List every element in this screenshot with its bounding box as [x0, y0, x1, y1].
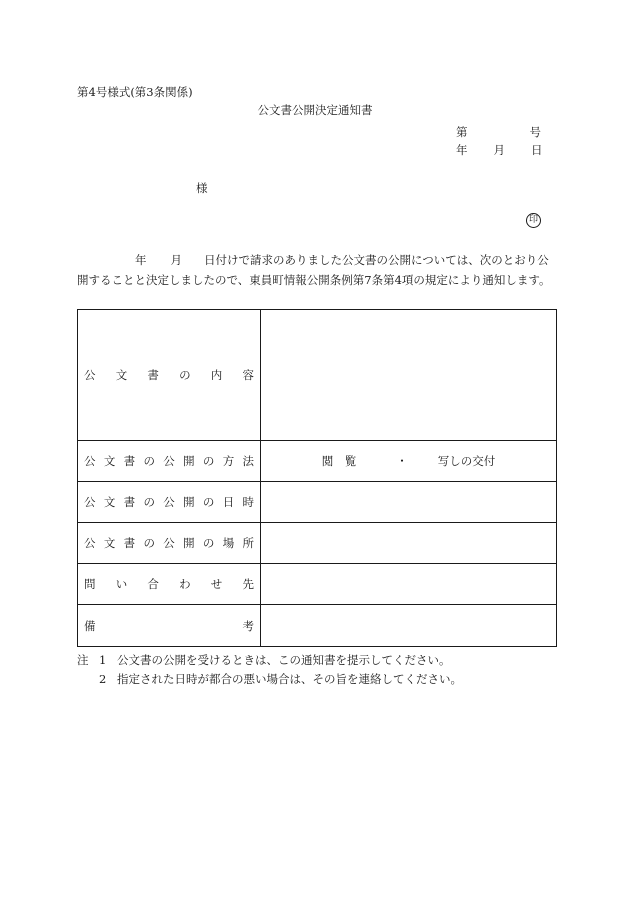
label-char: 書	[123, 495, 136, 509]
table-row	[78, 605, 557, 647]
label-char: 場	[222, 536, 235, 550]
label-char: 文	[103, 536, 116, 550]
label-char: の	[179, 368, 191, 382]
label-char: 内	[210, 368, 223, 382]
label-char: 備	[84, 618, 96, 633]
label-char: 合	[147, 577, 159, 591]
label-char: の	[202, 536, 215, 550]
note-line	[77, 651, 462, 670]
method-option-copy: 写しの交付	[437, 454, 496, 468]
row-value-content	[261, 310, 557, 441]
date-year: 年	[456, 143, 468, 157]
table-row	[78, 564, 557, 605]
date-day: 日	[531, 143, 543, 157]
row-value-remarks	[261, 605, 557, 647]
row-label-remarks	[78, 605, 261, 647]
seal-mark: 印	[526, 213, 541, 228]
reference-go: 号	[529, 125, 541, 139]
label-char: わ	[179, 577, 191, 591]
label-char: 開	[183, 454, 195, 468]
row-label-place	[78, 523, 261, 564]
addressee-suffix: 様	[196, 181, 208, 195]
label-char: 公	[84, 536, 96, 550]
label-char: 法	[242, 454, 254, 468]
note-line	[77, 670, 462, 689]
document-title: 公文書公開決定通知書	[257, 103, 373, 117]
row-value-method	[261, 441, 557, 482]
label-char: 書	[123, 536, 136, 550]
label-char: せ	[210, 577, 223, 591]
label-char: の	[202, 495, 215, 509]
body-year: 年	[135, 253, 147, 267]
label-char: 公	[163, 536, 175, 550]
table-row	[78, 523, 557, 564]
row-label-method	[78, 441, 261, 482]
reference-dai: 第	[456, 125, 468, 139]
body-text: 日付けで請求のありました公文書の公開については、次のとおり公開することと決定しましたので、東員町情報公開条例第7条第4項の規定により通知します。	[77, 253, 551, 287]
note-prefix: 注	[77, 653, 89, 667]
label-char: の	[143, 495, 155, 509]
notes	[77, 651, 462, 689]
note-number: 1	[99, 653, 107, 667]
label-char: 開	[183, 495, 195, 509]
form-number: 第4号様式(第3条関係)	[77, 85, 193, 99]
label-char: 書	[147, 368, 159, 382]
label-char: 公	[84, 368, 96, 382]
label-char: の	[143, 536, 155, 550]
label-char: の	[202, 454, 215, 468]
row-value-datetime	[261, 482, 557, 523]
row-label-contact	[78, 564, 261, 605]
label-char: 公	[163, 454, 175, 468]
label-char: 文	[103, 495, 116, 509]
label-char: 公	[84, 454, 96, 468]
table-row	[78, 482, 557, 523]
method-separator: ・	[396, 454, 408, 468]
label-char: 時	[242, 495, 254, 509]
note-text: 公文書の公開を受けるときは、この通知書を提示してください。	[117, 653, 451, 667]
row-label-content	[78, 310, 261, 441]
reference-number	[456, 124, 541, 140]
issue-date	[456, 142, 543, 158]
body-month: 月	[170, 253, 182, 267]
label-char: 問	[84, 577, 96, 591]
label-char: 書	[123, 454, 136, 468]
table-row	[78, 441, 557, 482]
note-text: 指定された日時が都合の悪い場合は、その旨を連絡してください。	[117, 672, 462, 686]
label-char: い	[115, 577, 128, 591]
method-option-view: 閲 覧	[321, 454, 357, 468]
label-char: 公	[84, 495, 96, 509]
label-char: 開	[183, 536, 195, 550]
row-value-place	[261, 523, 557, 564]
table-row	[78, 310, 557, 441]
label-char: 公	[163, 495, 175, 509]
label-char: 文	[115, 368, 128, 382]
body-paragraph	[77, 250, 557, 290]
label-char: 日	[222, 495, 235, 509]
row-value-contact	[261, 564, 557, 605]
label-char: 容	[242, 368, 254, 382]
label-char: 先	[242, 577, 254, 591]
info-table	[77, 309, 557, 647]
note-number: 2	[99, 672, 107, 686]
label-char: 考	[242, 618, 254, 633]
row-label-datetime	[78, 482, 261, 523]
label-char: 方	[222, 454, 235, 468]
label-char: の	[143, 454, 155, 468]
date-month: 月	[493, 143, 505, 157]
label-char: 文	[103, 454, 116, 468]
label-char: 所	[242, 536, 254, 550]
